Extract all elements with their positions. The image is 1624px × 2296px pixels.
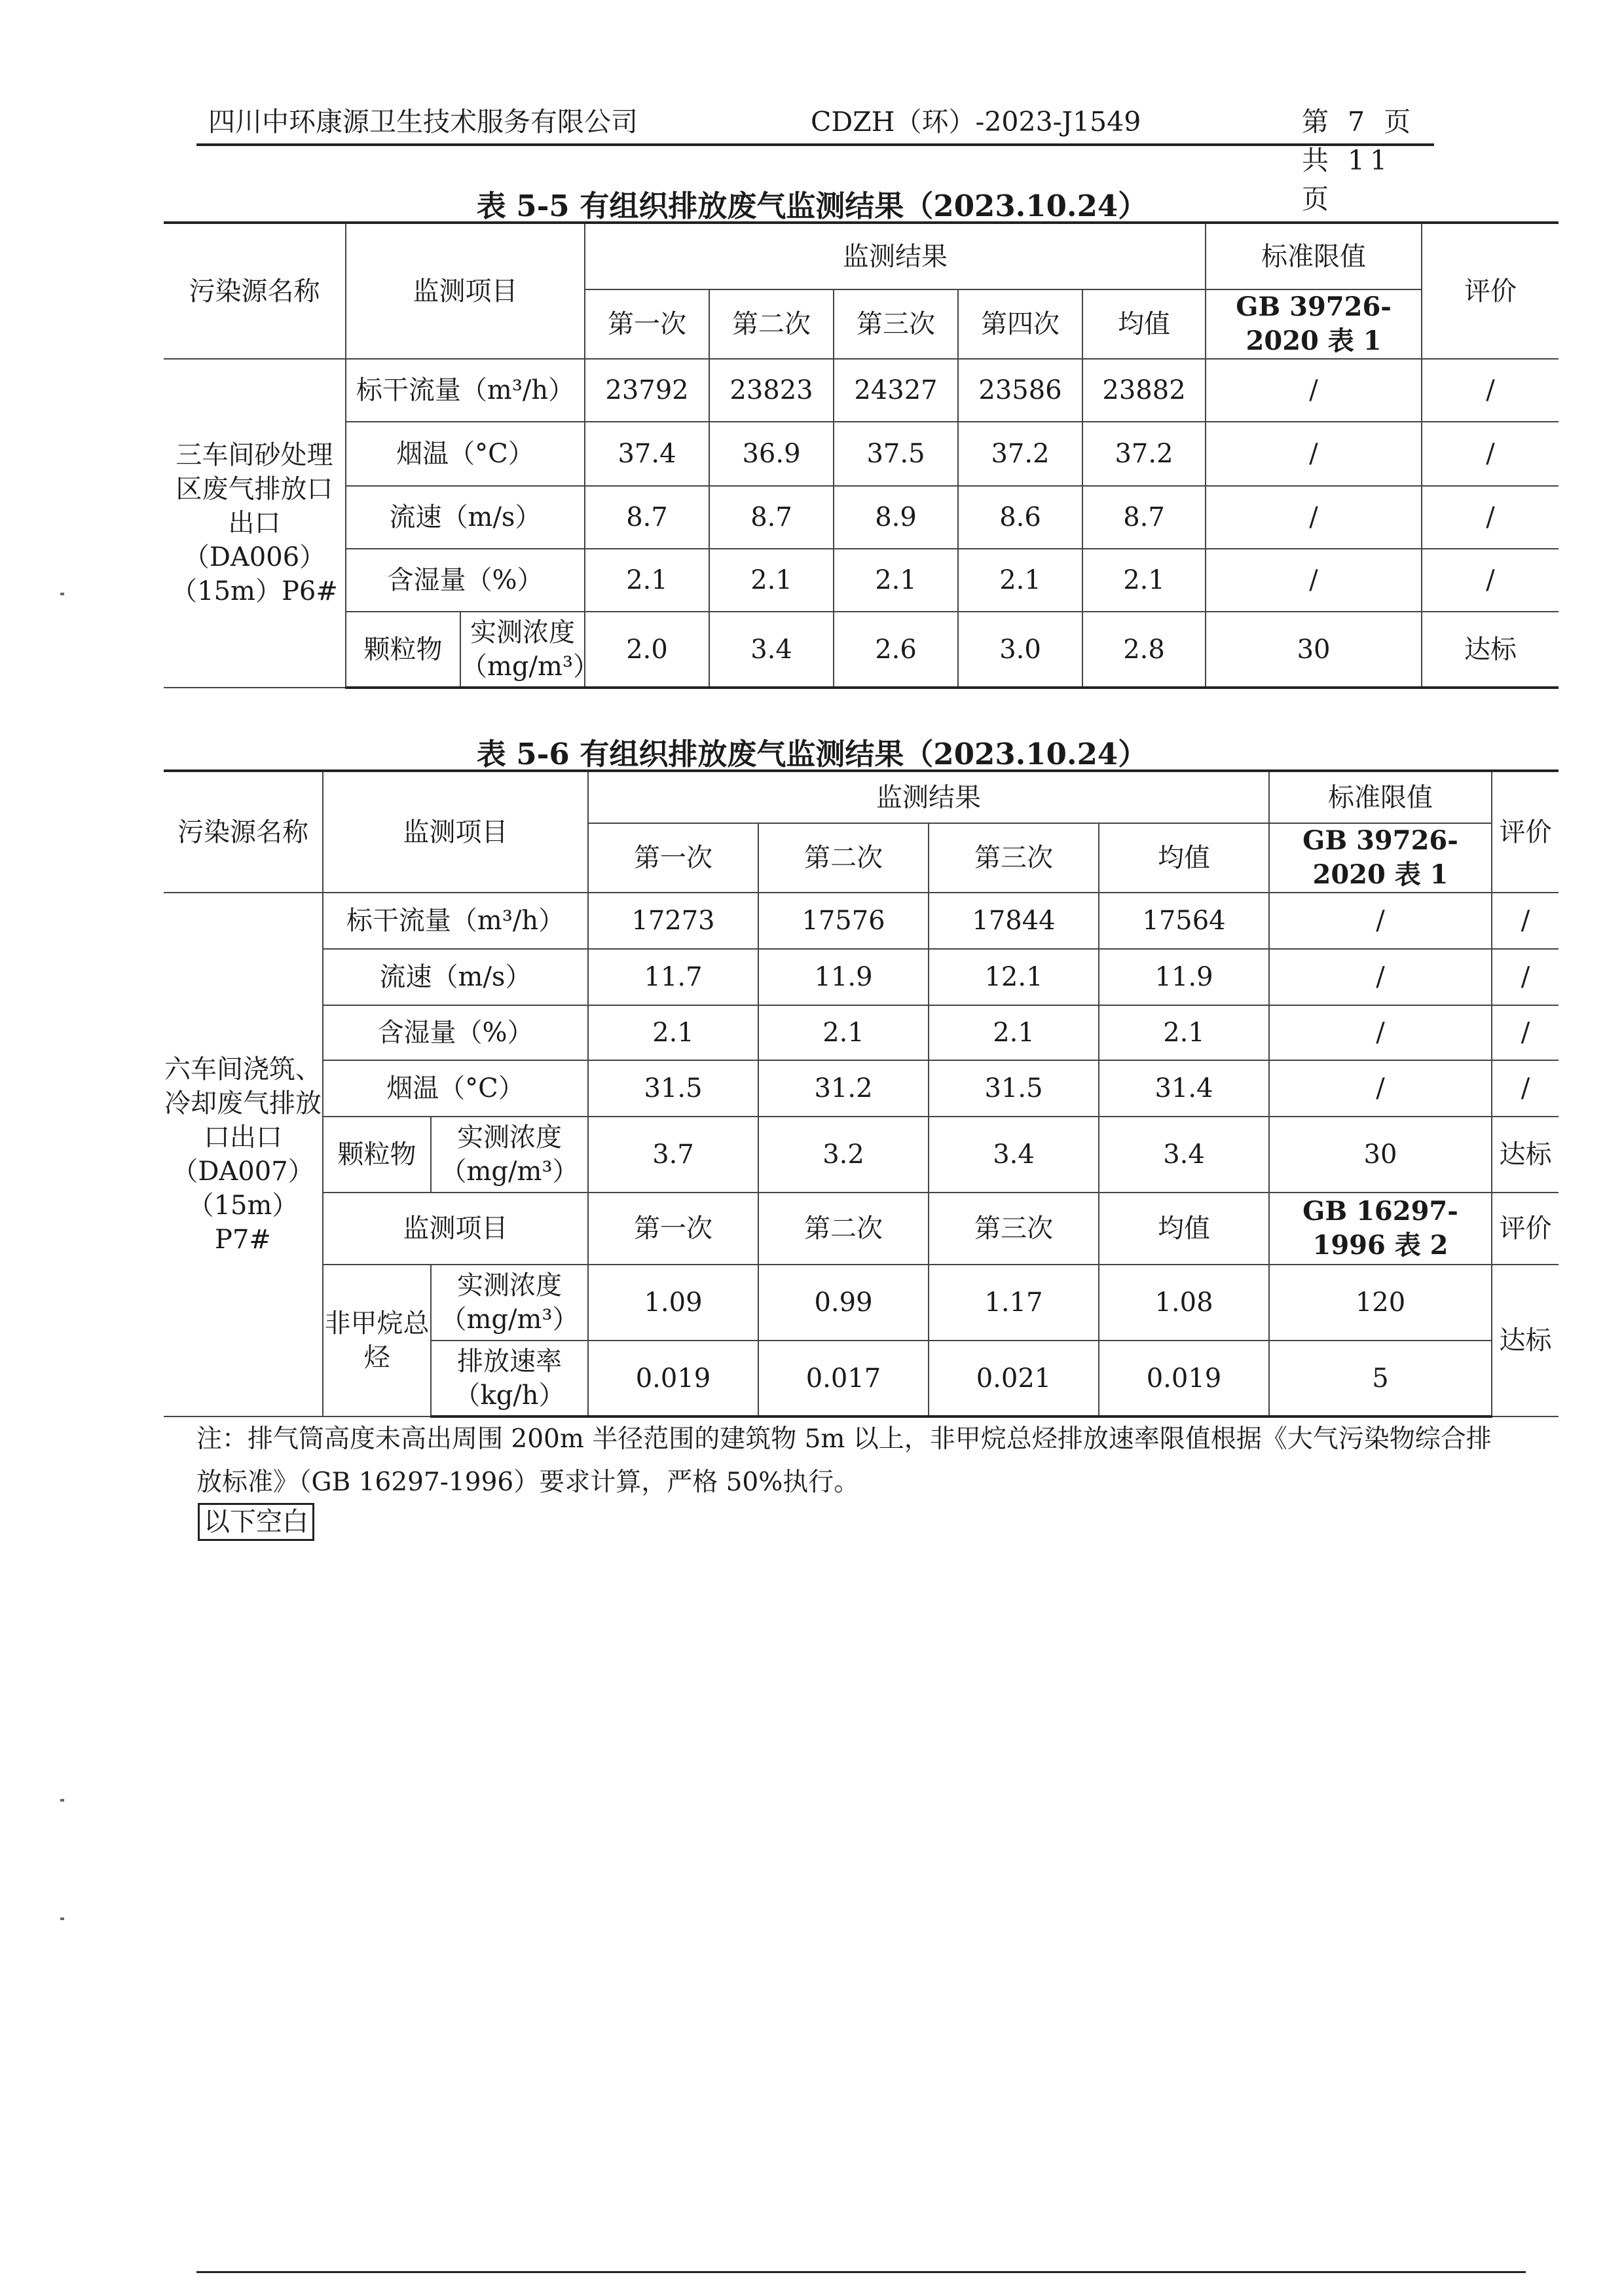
mean-cell: 37.2 xyxy=(1082,422,1206,486)
value-cell: 24327 xyxy=(834,359,958,422)
results-header: 监测结果 xyxy=(585,223,1206,289)
eval-cell: 达标 xyxy=(1492,1265,1559,1416)
value-cell: 37.4 xyxy=(585,422,709,486)
item-label: 含湿量（%） xyxy=(346,549,585,612)
table-5-6 xyxy=(164,769,1559,1418)
mean-cell: 0.019 xyxy=(1099,1341,1269,1416)
item-label: 烟温（°C） xyxy=(346,422,585,486)
mean-cell: 23882 xyxy=(1082,359,1206,422)
limit-cell: 30 xyxy=(1206,612,1422,688)
mean-cell: 2.1 xyxy=(1099,1005,1269,1060)
limit-cell: / xyxy=(1269,949,1492,1005)
value-cell: 31.5 xyxy=(929,1060,1099,1117)
value-cell: 17273 xyxy=(588,893,758,949)
document-number: CDZH（环）-2023-J1549 xyxy=(811,106,1141,138)
eval-cell: / xyxy=(1492,1005,1559,1060)
eval-header: 评价 xyxy=(1492,771,1559,893)
item-label: 标干流量（m³/h） xyxy=(346,359,585,422)
item-header-2: 监测项目 xyxy=(323,1193,588,1265)
value-cell: 3.2 xyxy=(758,1117,929,1193)
table-5-5-title: 表 5-5 有组织排放废气监测结果（2023.10.24） xyxy=(476,189,1148,223)
company-name: 四川中环康源卫生技术服务有限公司 xyxy=(208,106,638,138)
table-5-5 xyxy=(164,221,1559,689)
value-cell: 11.7 xyxy=(588,949,758,1005)
limit-header: 标准限值 xyxy=(1206,223,1422,289)
source-header: 污染源名称 xyxy=(164,771,323,893)
eval-cell: / xyxy=(1492,1060,1559,1117)
mean-header: 均值 xyxy=(1099,823,1269,893)
value-cell: 2.1 xyxy=(588,1005,758,1060)
measure-label: 实测浓度（mg/m³） xyxy=(431,1117,588,1193)
mean-cell: 1.08 xyxy=(1099,1265,1269,1341)
value-cell: 23823 xyxy=(709,359,834,422)
measure-label: 实测浓度（mg/m³） xyxy=(460,612,585,688)
limit-cell: / xyxy=(1269,1060,1492,1117)
run-header: 第二次 xyxy=(709,289,834,359)
run-header: 第四次 xyxy=(958,289,1082,359)
limit-cell: / xyxy=(1269,1005,1492,1060)
footer-rule xyxy=(196,2271,1526,2273)
eval-cell: / xyxy=(1422,359,1559,422)
item-label: 标干流量（m³/h） xyxy=(323,893,588,949)
value-cell: 37.2 xyxy=(958,422,1082,486)
eval-header: 评价 xyxy=(1422,223,1559,359)
value-cell: 0.017 xyxy=(758,1341,929,1416)
value-cell: 17576 xyxy=(758,893,929,949)
value-cell: 31.2 xyxy=(758,1060,929,1117)
value-cell: 31.5 xyxy=(588,1060,758,1117)
mean-cell: 2.1 xyxy=(1082,549,1206,612)
value-cell: 2.1 xyxy=(958,549,1082,612)
item-label: 含湿量（%） xyxy=(323,1005,588,1060)
source-name: 三车间砂处理区废气排放口出口（DA006）（15m）P6# xyxy=(164,359,346,688)
eval-cell: / xyxy=(1492,949,1559,1005)
standard-header: GB 39726-2020 表 1 xyxy=(1206,289,1422,359)
mean-header: 均值 xyxy=(1099,1193,1269,1265)
limit-header: 标准限值 xyxy=(1269,771,1492,823)
run-header: 第一次 xyxy=(588,823,758,893)
value-cell: 2.1 xyxy=(834,549,958,612)
eval-cell: / xyxy=(1422,422,1559,486)
limit-cell: / xyxy=(1206,359,1422,422)
mean-cell: 8.7 xyxy=(1082,486,1206,549)
item-label: 流速（m/s） xyxy=(323,949,588,1005)
results-header: 监测结果 xyxy=(588,771,1269,823)
value-cell: 3.4 xyxy=(929,1117,1099,1193)
source-header: 污染源名称 xyxy=(164,223,346,359)
source-name: 六车间浇筑、冷却废气排放口出口（DA007）（15m）P7# xyxy=(164,893,323,1416)
value-cell: 0.019 xyxy=(588,1341,758,1416)
limit-cell: / xyxy=(1206,422,1422,486)
run-header: 第三次 xyxy=(929,823,1099,893)
value-cell: 2.1 xyxy=(585,549,709,612)
value-cell: 36.9 xyxy=(709,422,834,486)
mean-cell: 2.8 xyxy=(1082,612,1206,688)
mean-cell: 17564 xyxy=(1099,893,1269,949)
value-cell: 37.5 xyxy=(834,422,958,486)
page-number: 第 7 页 共 11 页 xyxy=(1302,106,1416,215)
item-label: 烟温（°C） xyxy=(323,1060,588,1117)
limit-cell: 120 xyxy=(1269,1265,1492,1341)
item-label: 流速（m/s） xyxy=(346,486,585,549)
mean-cell: 11.9 xyxy=(1099,949,1269,1005)
value-cell: 8.7 xyxy=(709,486,834,549)
mean-header: 均值 xyxy=(1082,289,1206,359)
value-cell: 1.17 xyxy=(929,1265,1099,1341)
eval-cell: 达标 xyxy=(1422,612,1559,688)
run-header: 第三次 xyxy=(929,1193,1099,1265)
value-cell: 2.1 xyxy=(929,1005,1099,1060)
value-cell: 8.6 xyxy=(958,486,1082,549)
header-rule xyxy=(196,143,1434,146)
value-cell: 2.0 xyxy=(585,612,709,688)
table-5-6-title: 表 5-6 有组织排放废气监测结果（2023.10.24） xyxy=(476,737,1148,771)
value-cell: 0.99 xyxy=(758,1265,929,1341)
mean-cell: 31.4 xyxy=(1099,1060,1269,1117)
value-cell: 11.9 xyxy=(758,949,929,1005)
eval-cell: / xyxy=(1492,893,1559,949)
run-header: 第二次 xyxy=(758,1193,929,1265)
value-cell: 3.4 xyxy=(709,612,834,688)
item-header: 监测项目 xyxy=(346,223,585,359)
limit-cell: 5 xyxy=(1269,1341,1492,1416)
item-header: 监测项目 xyxy=(323,771,588,893)
scan-speck xyxy=(60,593,64,595)
value-cell: 0.021 xyxy=(929,1341,1099,1416)
value-cell: 2.1 xyxy=(758,1005,929,1060)
limit-cell: 30 xyxy=(1269,1117,1492,1193)
eval-cell: 达标 xyxy=(1492,1117,1559,1193)
value-cell: 1.09 xyxy=(588,1265,758,1341)
table-note: 注：排气筒高度未高出周围 200m 半径范围的建筑物 5m 以上，非甲烷总烃排放速率限值根据《大气污染物综合排放标准》（GB 16297-1996）要求计算，严格 50%执行。 xyxy=(196,1424,1492,1497)
limit-cell: / xyxy=(1206,549,1422,612)
eval-cell: / xyxy=(1422,486,1559,549)
run-header: 第三次 xyxy=(834,289,958,359)
value-cell: 2.6 xyxy=(834,612,958,688)
pollutant-name: 颗粒物 xyxy=(346,612,460,688)
mean-cell: 3.4 xyxy=(1099,1117,1269,1193)
value-cell: 12.1 xyxy=(929,949,1099,1005)
value-cell: 23792 xyxy=(585,359,709,422)
run-header: 第一次 xyxy=(585,289,709,359)
scan-speck xyxy=(60,1799,64,1802)
eval-header-2: 评价 xyxy=(1492,1193,1559,1265)
run-header: 第一次 xyxy=(588,1193,758,1265)
pollutant-name: 颗粒物 xyxy=(323,1117,431,1193)
value-cell: 3.7 xyxy=(588,1117,758,1193)
value-cell: 2.1 xyxy=(709,549,834,612)
pollutant-name: 非甲烷总烃 xyxy=(323,1265,431,1416)
value-cell: 17844 xyxy=(929,893,1099,949)
limit-cell: / xyxy=(1206,486,1422,549)
eval-cell: / xyxy=(1422,549,1559,612)
standard-header: GB 39726-2020 表 1 xyxy=(1269,823,1492,893)
limit-cell: / xyxy=(1269,893,1492,949)
scan-speck xyxy=(60,1917,64,1920)
value-cell: 3.0 xyxy=(958,612,1082,688)
value-cell: 8.7 xyxy=(585,486,709,549)
measure-label: 实测浓度（mg/m³） xyxy=(431,1265,588,1341)
standard-header-2: GB 16297-1996 表 2 xyxy=(1269,1193,1492,1265)
run-header: 第二次 xyxy=(758,823,929,893)
value-cell: 23586 xyxy=(958,359,1082,422)
end-of-content-mark: 以下空白 xyxy=(198,1503,314,1541)
measure-label: 排放速率（kg/h） xyxy=(431,1341,588,1416)
value-cell: 8.9 xyxy=(834,486,958,549)
